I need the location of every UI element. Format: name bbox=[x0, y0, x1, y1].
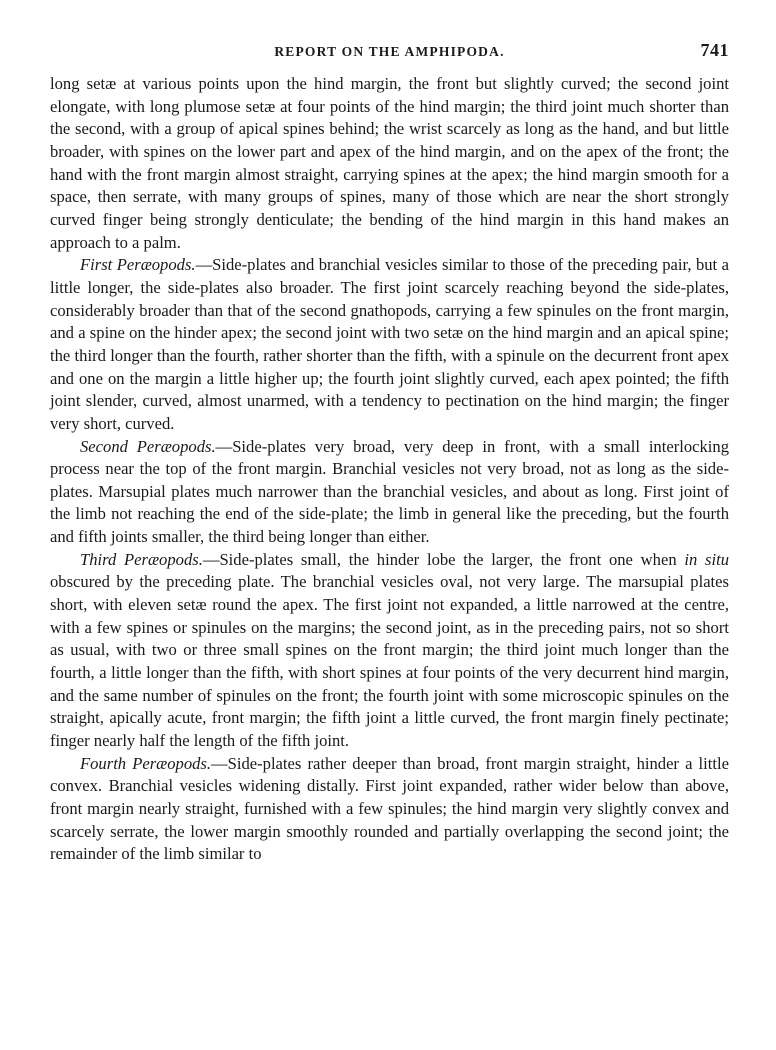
section-heading-second-peraeopods: Second Peræopods. bbox=[80, 436, 216, 456]
body-text bbox=[50, 73, 729, 866]
paragraph-text: —Side-plates very broad, very deep in front, with a small interlocking process near the top of the front margin. Branchial vesicles not very broad, not as long as the side-plates. Marsupial plates much narrower than the branchial vesicles, and about as long. First joint of the limb not reaching the end of the side-plate; the limb in general like the preceding, but the fourth and fifth joints smaller, the third being longer than either. bbox=[50, 436, 729, 547]
page-number: 741 bbox=[700, 40, 729, 60]
paragraph-text: —Side-plates rather deeper than broad, front margin straight, hinder a little convex. Branchial vesicles widening distally. First joint expanded, rather wider below than above, front margin nearly straight, furnished with a few spinules; the hind margin very slightly convex and scarcely serrate, the lower margin smoothly rounded and partially overlapping the second joint; the remainder of the limb similar to bbox=[50, 753, 729, 864]
paragraph-first-peraeopods bbox=[50, 254, 729, 435]
paragraph-text: —Side-plates small, the hinder lobe the larger, the front one when bbox=[202, 549, 685, 569]
page bbox=[50, 40, 729, 866]
paragraph-third-peraeopods bbox=[50, 549, 729, 753]
paragraph-second-peraeopods bbox=[50, 436, 729, 549]
running-title: REPORT ON THE AMPHIPODA. bbox=[274, 44, 505, 59]
italic-phrase-in-situ: in situ bbox=[684, 549, 730, 569]
paragraph-text: —Side-plates and branchial vesicles similar to those of the preceding pair, but a little longer, the side-plates also broader. The first joint scarcely reaching beyond the side-plates, considerably broader than that of the second gnathopods, carrying a few spinules on the front margin, and a spine on the hinder apex; the second joint with two setæ on the hind margin and an apical spine; the third longer than the fourth, rather shorter than the fifth, with a spinule on the decurrent front apex and one on the margin a little higher up; the fourth joint slightly curved, each apex pointed; the fifth joint slender, curved, almost unarmed, with a tendency to pectination on the hind margin; the finger very short, curved. bbox=[50, 255, 729, 433]
paragraph-continuation bbox=[50, 73, 729, 254]
section-heading-fourth-peraeopods: Fourth Peræopods. bbox=[80, 753, 212, 773]
section-heading-third-peraeopods: Third Peræopods. bbox=[80, 549, 203, 569]
section-heading-first-peraeopods: First Peræopods. bbox=[80, 255, 196, 275]
paragraph-fourth-peraeopods bbox=[50, 753, 729, 866]
running-head bbox=[50, 40, 729, 70]
paragraph-text: obscured by the preceding plate. The branchial vesicles oval, not very large. The marsupial plates short, with eleven setæ round the apex. The first joint not expanded, a little narrowed at the centre, with a few spines or spinules on the margins; the second joint, as in the preceding pairs, not so short as usual, with two or three small spines on the front margin; the third joint much longer than the fourth, a little longer than the fifth, with short spines at four points of the very decurrent hind margin, and the same number of spinules on the front; the fourth joint with some microscopic spinules on the straight, apically acute, front margin; the fifth joint a little curved, the front margin finely pectinate; finger nearly half the length of the fifth joint. bbox=[50, 572, 729, 751]
paragraph-text: long setæ at various points upon the hind margin, the front but slightly curved; the second joint elongate, with long plumose setæ at four points of the hind margin; the third joint much shorter than the second, with a group of apical spines behind; the wrist scarcely as long as the hand, and but little broader, with spines on the lower part and apex of the hind margin, and on the apex of the front; the hand with the front margin almost straight, carrying spines at the apex; the hind margin smooth for a space, then serrate, with many groups of spines, many of those which are near the short strongly curved finger being strongly denticulate; the bending of the hind margin in this hand makes an approach to a palm. bbox=[50, 74, 729, 252]
